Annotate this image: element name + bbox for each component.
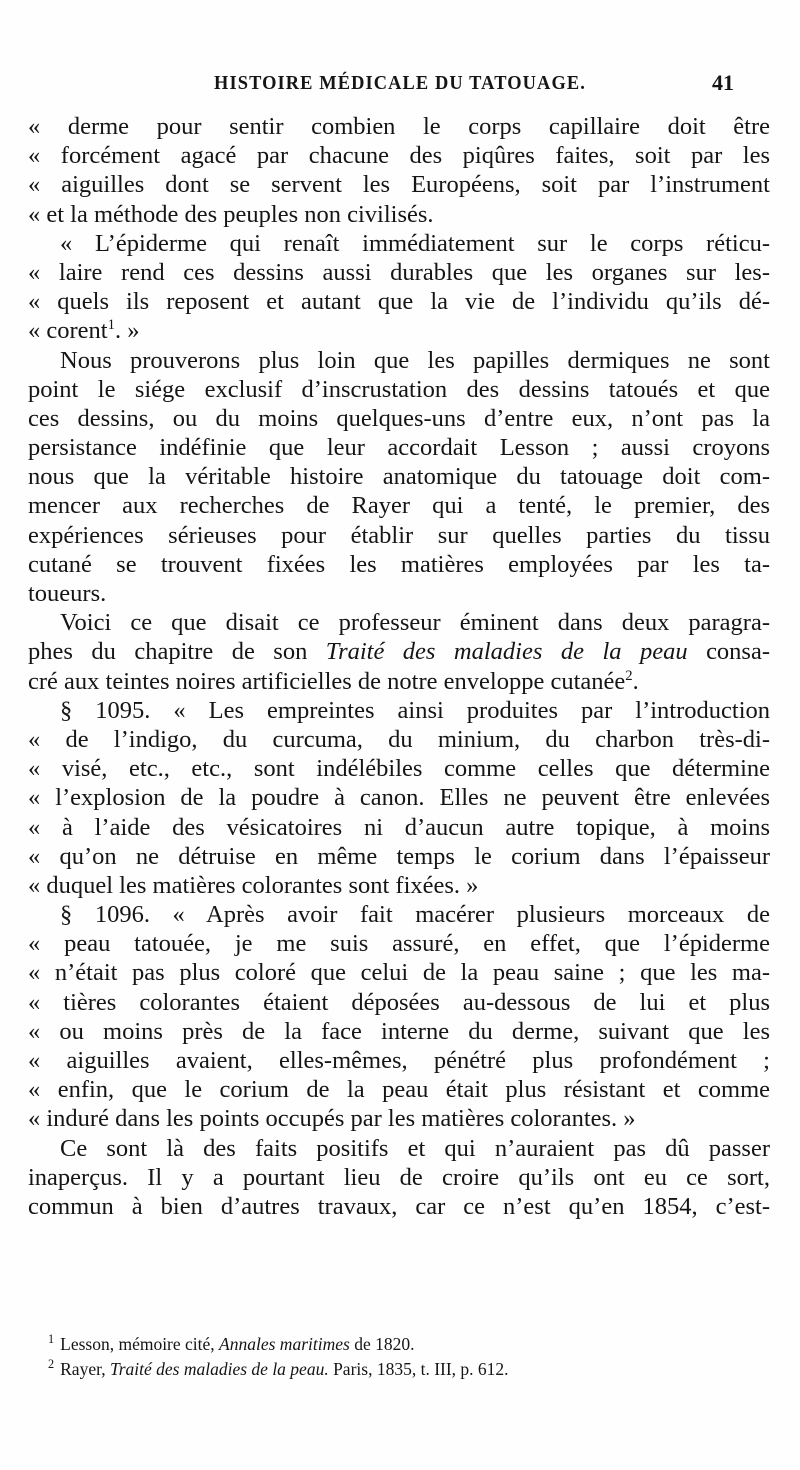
text-line: « l’explosion de la poudre à canon. Elles ne peuvent être enlevées — [28, 784, 770, 812]
text-line: « L’épiderme qui renaît immédiatement sur le corps réticu- — [60, 229, 770, 257]
text-line: « corent$^1$. » — [28, 317, 140, 345]
text-line: Voici ce que disait ce professeur éminent dans deux paragra- — [60, 609, 770, 637]
text-line: expériences sérieuses pour établir sur quelles parties du tissu — [28, 521, 770, 549]
text-line: « qu’on ne détruise en même temps le corium dans l’épaisseur — [28, 842, 770, 870]
footnote-ref: 1 — [107, 317, 115, 334]
text-line: « peau tatouée, je me suis assuré, en effet, que l’épiderme — [28, 930, 770, 958]
text-line: « ou moins près de la face interne du derme, suivant que les — [28, 1017, 770, 1045]
running-title: HISTOIRE MÉDICALE DU TATOUAGE. — [214, 72, 586, 94]
book-title: Traité des maladies de la peau — [325, 638, 688, 666]
text-line: mencer aux recherches de Rayer qui a tenté, le premier, des — [28, 492, 770, 520]
text-line: « et la méthode des peuples non civilisés. — [28, 200, 434, 228]
text-line: « derme pour sentir combien le corps capillaire doit être — [28, 113, 770, 140]
text-line: « visé, etc., etc., sont indélébiles comme celles que détermine — [28, 755, 770, 783]
text-line: nous que la véritable histoire anatomique du tatouage doit com- — [28, 463, 770, 491]
text-line: toueurs. — [28, 580, 107, 607]
text-line: « duquel les matières colorantes sont fixées. » — [28, 871, 479, 899]
text-line: « induré dans les points occupés par les matières colorantes. » — [28, 1105, 636, 1133]
text-line: Ce sont là des faits positifs et qui n’auraient pas dû passer — [60, 1134, 770, 1162]
footnote-ref: 2 — [625, 667, 633, 684]
text-line: cutané se trouvent fixées les matières employées par les ta- — [28, 550, 770, 578]
text-line: « n’était pas plus coloré que celui de la peau saine ; que les ma- — [28, 959, 770, 987]
text-line: « forcément agacé par chacune des piqûres faites, soit par les — [28, 142, 770, 170]
text-line: persistance indéfinie que leur accordait Lesson ; aussi croyons — [28, 434, 770, 462]
page-number: 41 — [712, 70, 734, 95]
text-line: « quels ils reposent et autant que la vie de l’individu qu’ils dé- — [28, 288, 770, 316]
text-line: « de l’indigo, du curcuma, du minium, du charbon très-di- — [28, 725, 770, 753]
text-line: « aiguilles dont se servent les Européens, soit par l’instrument — [28, 171, 770, 199]
text-line: § 1096. « Après avoir fait macérer plusieurs morceaux de — [60, 901, 770, 929]
text-line: « laire rend ces dessins aussi durables que les organes sur les- — [28, 258, 770, 286]
page-header — [0, 72, 800, 100]
footnote: $^1$ Lesson, mémoire cité, Annales maritimes de 1820. — [48, 1332, 415, 1354]
text-line: Nous prouverons plus loin que les papilles dermiques ne sont — [60, 346, 770, 374]
text-line: « tières colorantes étaient déposées au-dessous de lui et plus — [28, 988, 770, 1016]
footnote: $^2$ Rayer, Traité des maladies de la peau. Paris, 1835, t. III, p. 612. — [48, 1357, 509, 1379]
text-line: « enfin, que le corium de la peau était plus résistant et comme — [28, 1076, 770, 1104]
text-line: cré aux teintes noires artificielles de notre enveloppe cutanée$^2$. — [28, 667, 639, 695]
footnotes — [28, 1332, 770, 1382]
text-line: inaperçus. Il y a pourtant lieu de croire qu’ils ont eu ce sort, — [28, 1163, 770, 1191]
text-line: phes du chapitre de son Traité des maladies de la peau consa- — [28, 638, 770, 666]
text-line: ces dessins, ou du moins quelques-uns d’entre eux, n’ont pas la — [28, 404, 770, 432]
text-line: commun à bien d’autres travaux, car ce n’est qu’en 1854, c’est- — [28, 1192, 770, 1220]
text-line: « à l’aide des vésicatoires ni d’aucun autre topique, à moins — [28, 813, 770, 841]
text-line: § 1095. « Les empreintes ainsi produites par l’introduction — [60, 696, 770, 724]
text-line: point le siége exclusif d’inscrustation des dessins tatoués et que — [28, 375, 770, 403]
body-text — [28, 112, 770, 1221]
text-line: « aiguilles avaient, elles-mêmes, pénétré plus profondément ; — [28, 1047, 770, 1074]
